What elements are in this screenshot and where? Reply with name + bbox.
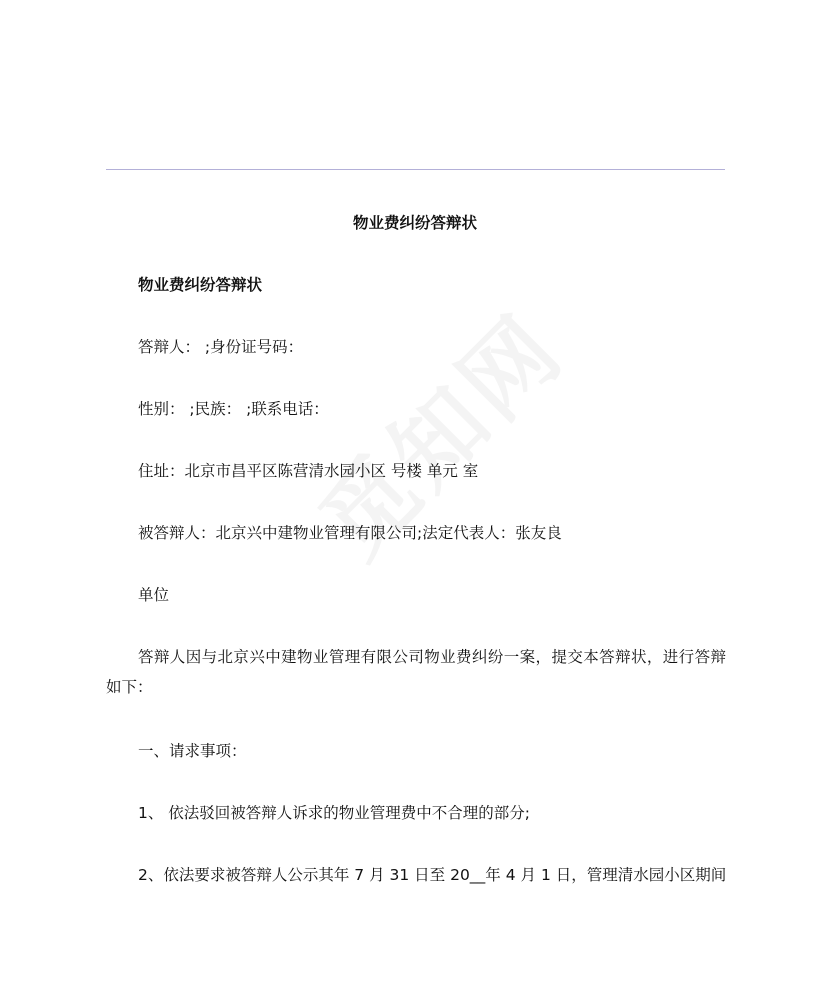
unit-line: 单位 bbox=[138, 586, 170, 604]
header-divider bbox=[106, 169, 725, 170]
intro-paragraph: 答辩人因与北京兴中建物业管理有限公司物业费纠纷一案，提交本答辩状，进行答辩如下： bbox=[106, 648, 726, 696]
gender-ethnicity-phone-line: 性别： ;民族： ;联系电话： bbox=[138, 400, 329, 418]
respondent-line: 答辩人： ;身份证号码： bbox=[138, 338, 304, 356]
section-heading-requests: 一、请求事项： bbox=[138, 742, 247, 760]
request-item-1: 1、 依法驳回被答辩人诉求的物业管理费中不合理的部分; bbox=[138, 804, 531, 822]
document-title: 物业费纠纷答辩状 bbox=[352, 214, 477, 232]
document-subtitle: 物业费纠纷答辩状 bbox=[138, 276, 263, 294]
address-line: 住址：北京市昌平区陈营清水园小区 号楼 单元 室 bbox=[138, 462, 479, 480]
request-item-2: 2、依法要求被答辩人公示其年 7 月 31 日至 20__年 4 月 1 日，管理清水园小区期间 bbox=[138, 866, 727, 884]
defendant-line: 被答辩人：北京兴中建物业管理有限公司;法定代表人：张友良 bbox=[138, 524, 562, 542]
